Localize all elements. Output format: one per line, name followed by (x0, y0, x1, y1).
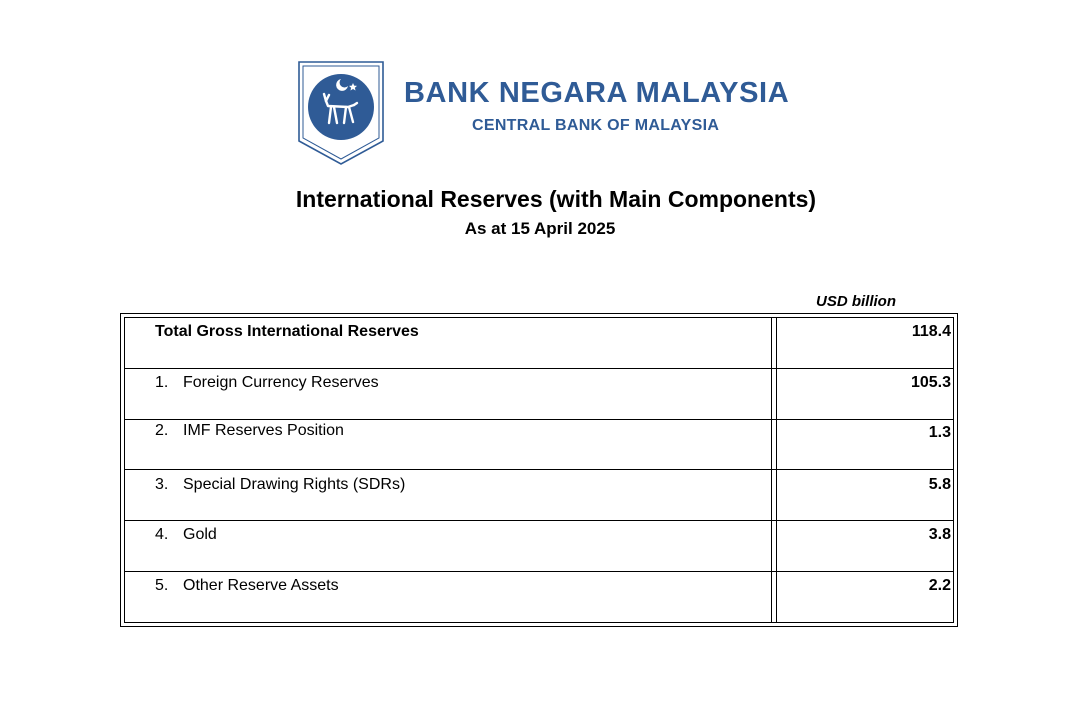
row-number: 1. (155, 374, 169, 391)
row-label: Gold (183, 526, 217, 543)
total-label: Total Gross International Reserves (155, 323, 419, 340)
row-value: 3.8 (928, 526, 951, 543)
reserves-table (120, 313, 958, 627)
row-separator (125, 520, 953, 521)
row-value: 105.3 (910, 374, 951, 391)
row-label: IMF Reserves Position (183, 422, 344, 439)
document-date: As at 15 April 2025 (464, 219, 616, 238)
bank-subtitle: CENTRAL BANK OF MALAYSIA (472, 117, 720, 134)
row-label: Other Reserve Assets (183, 577, 339, 594)
row-label: Foreign Currency Reserves (183, 374, 379, 391)
row-label: Special Drawing Rights (SDRs) (183, 476, 406, 493)
table-inner-border (124, 317, 954, 623)
document-title: International Reserves (with Main Components) (295, 186, 817, 212)
total-value: 118.4 (911, 323, 951, 340)
row-value: 5.8 (928, 476, 951, 493)
row-separator (125, 419, 953, 420)
row-value: 2.2 (928, 577, 951, 594)
row-number: 3. (155, 476, 169, 493)
unit-label: USD billion (816, 293, 896, 310)
row-separator (125, 571, 953, 572)
row-number: 5. (155, 577, 169, 594)
row-number: 2. (155, 422, 169, 439)
bnm-kijang-logo (298, 61, 384, 165)
row-separator (125, 469, 953, 470)
column-divider (771, 318, 777, 622)
row-separator (125, 368, 953, 369)
row-value: 1.3 (928, 424, 951, 441)
row-number: 4. (155, 526, 169, 543)
bank-name: BANK NEGARA MALAYSIA (404, 77, 790, 109)
